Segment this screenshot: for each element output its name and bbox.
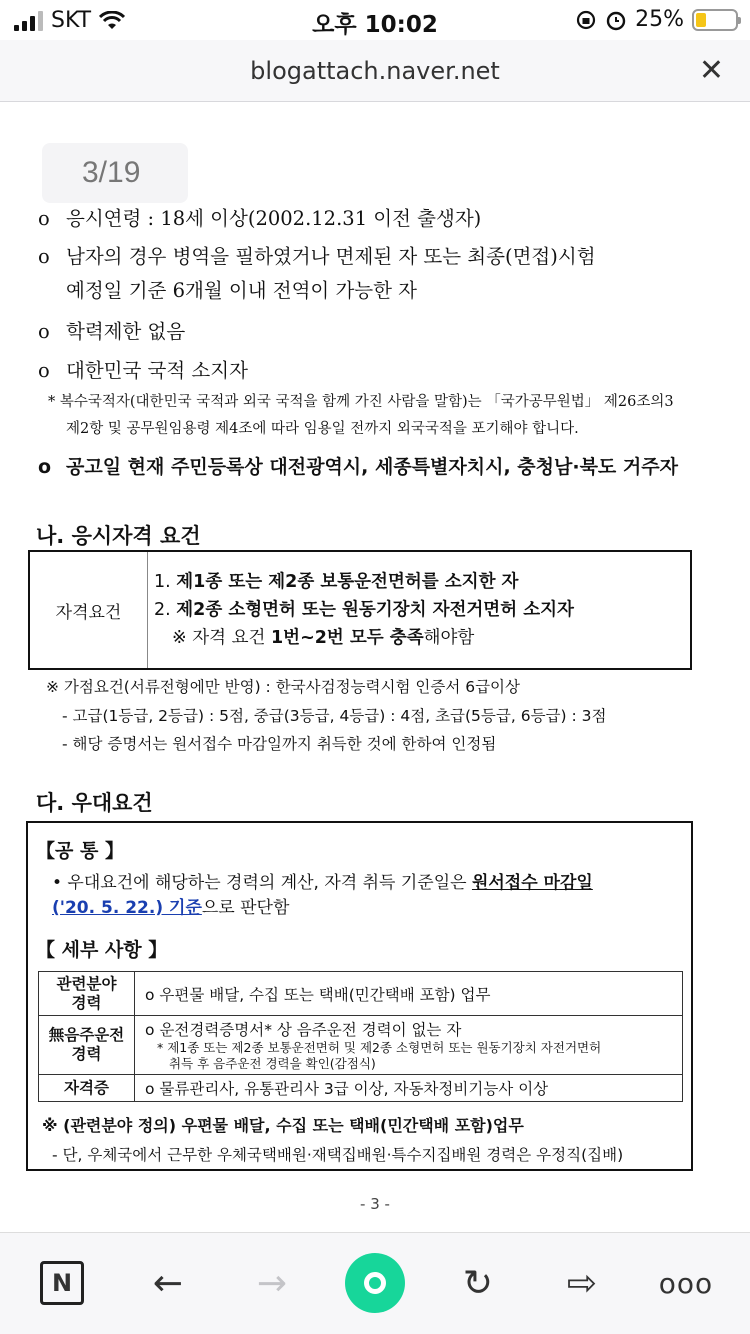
close-icon[interactable]: ✕ [698,53,724,88]
more-icon: ooo [658,1266,714,1300]
clock: 오후 10:02 [312,12,438,38]
eligibility-residence: o 공고일 현재 주민등록상 대전광역시, 세종특별자치시, 충청남·북도 거주자 [38,456,678,478]
page-counter: 3/19 [42,143,188,203]
bottom-toolbar [0,1232,750,1334]
qualification-table [28,550,692,670]
footnote-definition: ※ (관련분야 정의) 우편물 배달, 수집 또는 택배(민간택배 포함)업무 [42,1116,524,1135]
back-arrow-icon: ← [152,1262,184,1304]
detail-table [38,971,683,1102]
back-button[interactable] [138,1253,198,1313]
page-number: - 3 - [360,1195,390,1213]
eligibility-age: o 응시연령 : 18세 이상(2002.12.31 이전 출생자) [38,207,482,230]
eligibility-military-cont: 예정일 기준 6개월 이내 전역이 가능한 자 [66,279,417,302]
qualification-label: 자격요건 [30,552,148,668]
share-button[interactable] [552,1253,612,1313]
detail-header: 【 세부 사항 】 [36,939,168,961]
common-text-cont: ('20. 5. 22.) 기준으로 판단함 [52,898,290,918]
section-na-title: 나. 응시자격 요건 [36,524,201,548]
row-content-career: o 우편물 배달, 수집 또는 택배(민간택배 포함) 업무 [135,972,683,1016]
qualification-item-1: 1. 제1종 또는 제2종 보통운전면허를 소지한 자 [154,572,519,592]
carrier: SKT [51,8,92,33]
table-row [39,972,683,1016]
green-dot-button[interactable] [345,1253,405,1313]
naver-icon: N [40,1261,84,1305]
dual-nationality-note: * 복수국적자(대한민국 국적과 외국 국적을 함께 가진 사람을 말함)는 「국가공무원법」 제26조의3 [48,394,674,410]
url-text[interactable]: blogattach.naver.net [250,57,500,85]
row-header-no-dui: 無음주운전 경력 [39,1016,135,1075]
qualification-note: ※ 자격 요건 1번~2번 모두 충족해야함 [172,628,475,648]
bonus-grades: - 고급(1등급, 2등급) : 5점, 중급(3등급, 4등급) : 4점, 초급(5등급, 6등급) : 3점 [62,707,607,725]
green-dot-icon [345,1253,405,1313]
forward-arrow-icon: → [256,1262,288,1304]
orientation-lock-icon [575,9,597,31]
bonus-title: ※ 가점요건(서류전형에만 반영) : 한국사검정능력시험 인증서 6급이상 [46,678,521,696]
eligibility-education: o 학력제한 없음 [38,320,186,343]
qualification-item-2: 2. 제2종 소형면허 또는 원동기장치 자전거면허 소지자 [154,600,574,620]
more-button[interactable] [656,1253,716,1313]
status-bar [0,0,750,40]
table-row [39,1016,683,1075]
bonus-deadline: - 해당 증명서는 원서접수 마감일까지 취득한 것에 한하여 인정됨 [62,735,497,753]
preference-box [26,821,693,1171]
common-text: • 우대요건에 해당하는 경력의 계산, 자격 취득 기준일은 원서접수 마감일 [52,873,593,893]
row-content-no-dui: o 운전경력증명서* 상 음주운전 경력이 없는 자 * 제1종 또는 제2종 보통운전면허 및 제2종 소형면허 또는 원동기장치 자전거면허 취득 후 음주운전 경력을 확인(감점식) [135,1016,683,1075]
address-bar [0,40,750,102]
common-header: 【공 통 】 [36,840,124,862]
section-da-title: 다. 우대요건 [36,791,153,815]
dual-nationality-note-cont: 제2항 및 공무원임용령 제4조에 따라 임용일 전까지 외국국적을 포기해야 합니다. [66,421,579,437]
table-row [39,1075,683,1102]
alarm-icon [605,9,627,31]
eligibility-nationality: o 대한민국 국적 소지자 [38,359,248,382]
battery-icon [692,9,738,31]
share-icon: ⇨ [566,1262,598,1304]
eligibility-military: o 남자의 경우 병역을 필하였거나 면제된 자 또는 최종(면접)시험 [38,245,596,268]
document-page [0,105,750,1230]
naver-home-button[interactable] [32,1253,92,1313]
reload-button[interactable] [448,1253,508,1313]
row-header-career: 관련분야 경력 [39,972,135,1016]
reload-icon: ↻ [462,1262,494,1304]
row-header-license: 자격증 [39,1075,135,1102]
forward-button[interactable] [242,1253,302,1313]
row-content-license: o 물류관리사, 유통관리사 3급 이상, 자동차정비기능사 이상 [135,1075,683,1102]
footnote-exception: - 단, 우체국에서 근무한 우체국택배원·재택집배원·특수지집배원 경력은 우정직(집배) [52,1146,624,1164]
battery-percent: 25% [635,7,684,32]
